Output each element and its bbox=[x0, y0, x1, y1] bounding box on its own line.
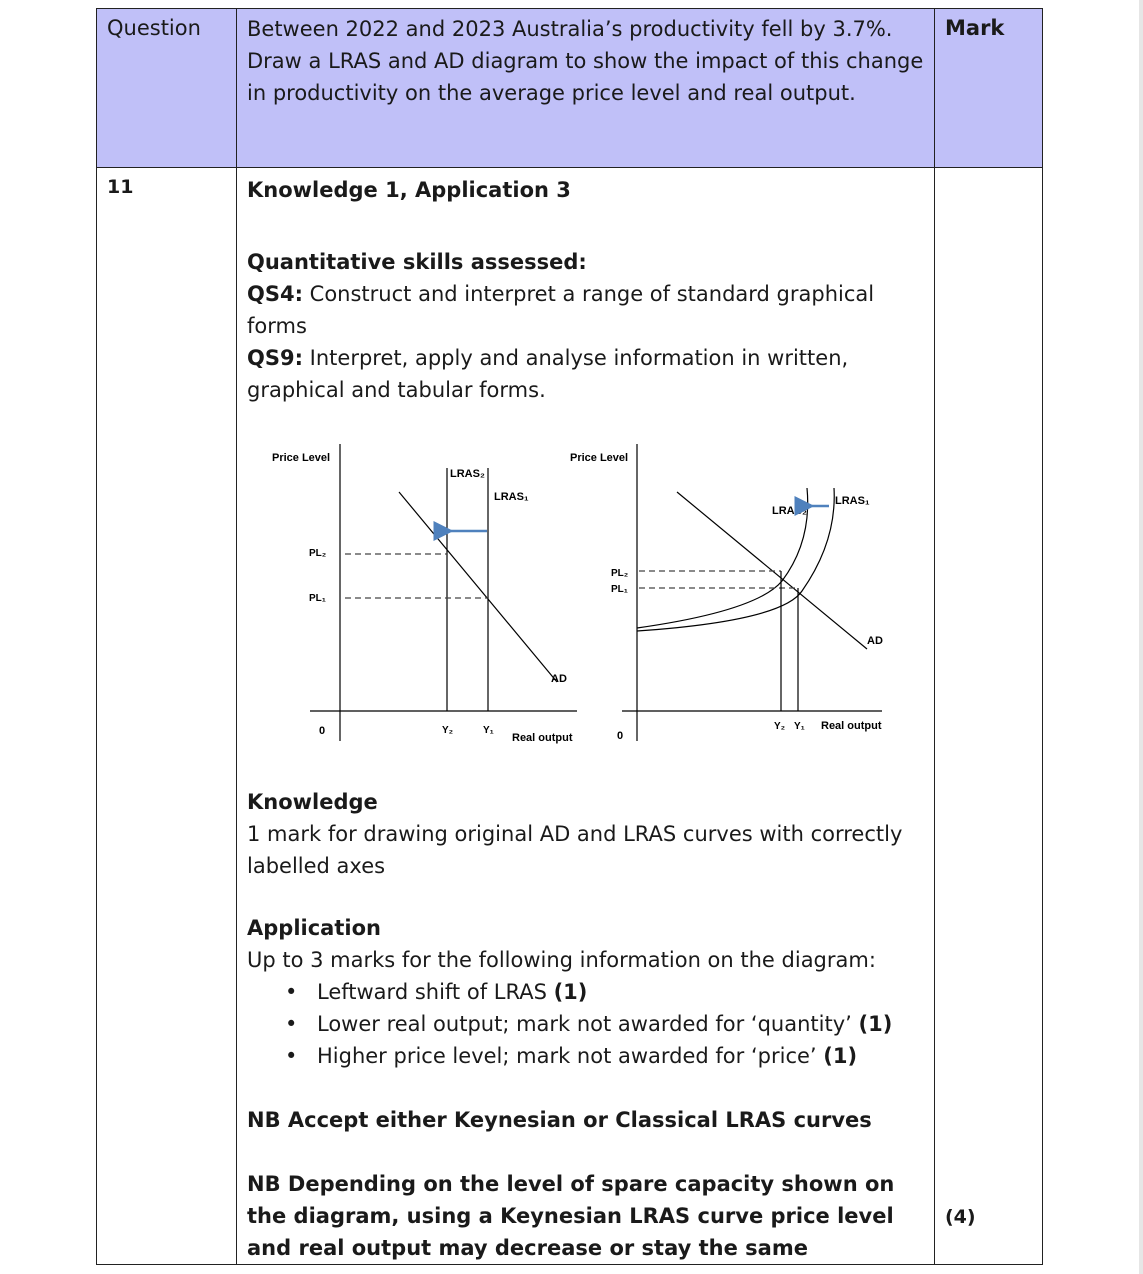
nb-note-1: NB Accept either Keynesian or Classical LRAS curves bbox=[247, 1108, 872, 1132]
svg-text:PL₁: PL₁ bbox=[611, 584, 628, 595]
svg-text:PL₂: PL₂ bbox=[309, 548, 327, 559]
bullet-item: • Lower real output; mark not awarded for ‘quantity’ (1) bbox=[317, 1008, 924, 1040]
svg-text:Price Level: Price Level bbox=[570, 452, 629, 464]
svg-text:Y₂: Y₂ bbox=[774, 721, 786, 732]
application-bullets bbox=[247, 976, 924, 1072]
bullet-item: • Higher price level; mark not awarded for ‘price’ (1) bbox=[317, 1040, 924, 1072]
lras-ad-diagrams bbox=[237, 406, 935, 786]
svg-text:AD: AD bbox=[867, 635, 883, 647]
mark-scheme-table bbox=[96, 8, 1043, 1265]
qs4-line bbox=[247, 278, 924, 342]
svg-text:LRAS₁: LRAS₁ bbox=[494, 491, 529, 503]
svg-text:Real output: Real output bbox=[821, 720, 882, 732]
svg-text:LRAS₂: LRAS₂ bbox=[450, 468, 485, 480]
qs-title: Quantitative skills assessed: bbox=[247, 250, 587, 274]
svg-text:LRAS₁: LRAS₁ bbox=[835, 495, 870, 507]
svg-text:Y₂: Y₂ bbox=[442, 725, 454, 736]
svg-text:Y₁: Y₁ bbox=[794, 721, 805, 732]
keynesian-diagram bbox=[570, 444, 883, 742]
application-title: Application bbox=[247, 916, 381, 940]
svg-text:PL₂: PL₂ bbox=[611, 568, 629, 579]
question-number-cell bbox=[97, 168, 237, 1265]
svg-text:0: 0 bbox=[319, 725, 326, 737]
svg-text:AD: AD bbox=[551, 673, 567, 685]
diagrams-area bbox=[247, 406, 924, 786]
knowledge-title: Knowledge bbox=[247, 790, 378, 814]
classical-diagram bbox=[272, 444, 577, 744]
y-axis-label: Price Level bbox=[272, 452, 331, 464]
question-label: Question bbox=[107, 16, 201, 40]
qs4-text: Construct and interpret a range of standard graphical forms bbox=[247, 282, 875, 338]
marks-cell bbox=[935, 168, 1043, 1265]
question-text: Between 2022 and 2023 Australia’s productivity fell by 3.7%. Draw a LRAS and AD diagram to show the impact of this change in productivity on the average price level and real output. bbox=[247, 17, 924, 105]
svg-text:Y₁: Y₁ bbox=[483, 725, 494, 736]
mark-label-cell bbox=[935, 9, 1043, 168]
qs9-line bbox=[247, 342, 924, 406]
question-label-cell bbox=[97, 9, 237, 168]
knowledge-text: 1 mark for drawing original AD and LRAS curves with correctly labelled axes bbox=[247, 822, 903, 878]
svg-text:0: 0 bbox=[617, 730, 624, 742]
bullet-item: • Leftward shift of LRAS (1) bbox=[317, 976, 924, 1008]
qs9-text: Interpret, apply and analyse information in written, graphical and tabular forms. bbox=[247, 346, 849, 402]
qs4-label: QS4: bbox=[247, 282, 303, 306]
question-number: 11 bbox=[107, 176, 134, 198]
marks-value: (4) bbox=[945, 1206, 976, 1228]
svg-text:Real output: Real output bbox=[512, 732, 573, 744]
qs9-label: QS9: bbox=[247, 346, 303, 370]
svg-text:PL₁: PL₁ bbox=[309, 593, 326, 604]
mark-label: Mark bbox=[945, 16, 1005, 40]
page-edge bbox=[1139, 0, 1143, 1274]
nb-note-2: NB Depending on the level of spare capacity shown on the diagram, using a Keynesian LRAS curve price level and real output may decrease or stay the same bbox=[247, 1172, 895, 1260]
answer-cell bbox=[237, 168, 935, 1265]
question-text-cell bbox=[237, 9, 935, 168]
application-intro: Up to 3 marks for the following information on the diagram: bbox=[247, 948, 876, 972]
ao-line: Knowledge 1, Application 3 bbox=[247, 178, 571, 202]
svg-text:LRAS₂: LRAS₂ bbox=[772, 505, 807, 517]
header-row bbox=[97, 9, 1043, 168]
answer-row bbox=[97, 168, 1043, 1265]
